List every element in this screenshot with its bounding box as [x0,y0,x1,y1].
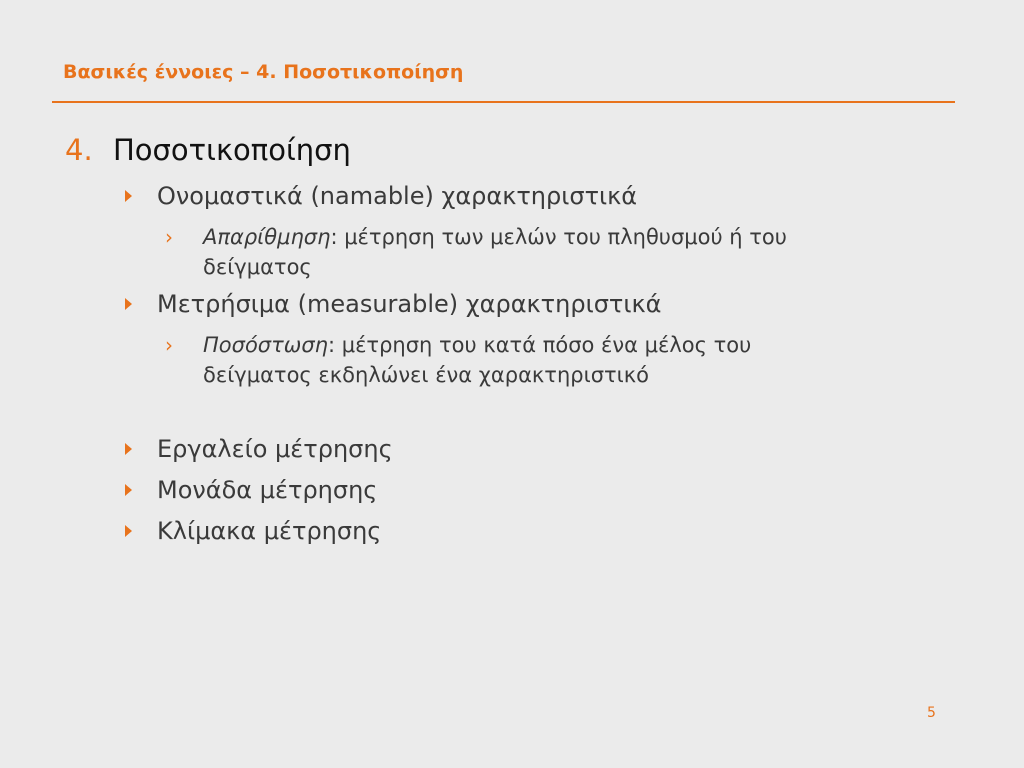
page-number: 5 [927,705,936,721]
section-heading [65,133,351,167]
chevron-right-icon: › [165,225,173,249]
sub-bullet-definition-cont: δείγματος [203,255,312,279]
section-number: 4. [65,133,93,167]
bullet-arrow-icon [125,525,132,537]
bullet-arrow-icon [125,443,132,455]
sub-bullet-text [203,222,923,282]
sub-bullet-definition: : μέτρηση των μελών του πληθυσμού ή του [330,225,787,249]
slide-title: Βασικές έννοιες – 4. Ποσοτικοποίηση [63,61,464,83]
bullet-label: Ονομαστικά (namable) χαρακτηριστικά [157,182,638,210]
section-heading-text: Ποσοτικοποίηση [113,133,351,167]
bullet-arrow-icon [125,484,132,496]
sub-bullet-term: Ποσόστωση [203,333,328,357]
sub-bullet-definition-cont: δείγματος εκδηλώνει ένα χαρακτηριστικό [203,363,649,387]
bullet-arrow-icon [125,190,132,202]
chevron-right-icon: › [165,333,173,357]
sub-bullet-text [203,330,923,390]
bullet-label: Μονάδα μέτρησης [157,476,378,504]
sub-bullet-definition: : μέτρηση του κατά πόσο ένα μέλος του [327,333,752,357]
bullet-label: Εργαλείο μέτρησης [157,435,393,463]
sub-bullet-term: Απαρίθμηση [203,225,331,249]
bullet-arrow-icon [125,298,132,310]
bullet-label: Κλίμακα μέτρησης [157,517,382,545]
bullet-label: Μετρήσιμα (measurable) χαρακτηριστικά [157,290,662,318]
